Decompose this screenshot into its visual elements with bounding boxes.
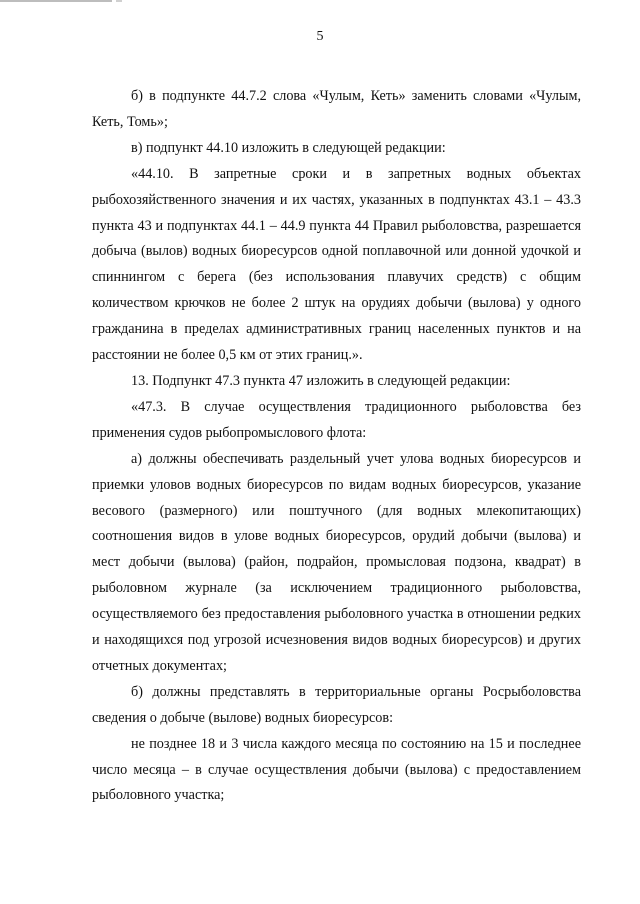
page-number: 5 <box>316 29 324 44</box>
paragraph: а) должны обеспечивать раздельный учет улова водных биоресурсов и приемки уловов водных биоресурсов по видам водных биоресурсов, указание весового (размерного) или поштучного (для водных млекопитающих) соотношения видов в улове водных биоресурсов, орудий добычи (вылова) и мест добычи (вылова) (район, подрайон, промысловая подзона, квадрат) в рыболовном журнале (за исключением традиционного рыболовства, осуществляемого без предоставления рыболовного участка в отношении редких и находящихся под угрозой исчезновения видов водных биоресурсов) и других отчетных документах; <box>92 450 581 674</box>
paragraph: 13. Подпункт 47.3 пункта 47 изложить в следующей редакции: <box>131 372 511 389</box>
paragraph: «47.3. В случае осуществления традиционного рыболовства без применения судов рыбопромыслового флота: <box>92 398 581 441</box>
paragraph: в) подпункт 44.10 изложить в следующей редакции: <box>131 139 446 156</box>
paragraph: не позднее 18 и 3 числа каждого месяца по состоянию на 15 и последнее число месяца – в случае осуществления добычи (вылова) с предоставлением рыболовного участка; <box>92 735 581 804</box>
paragraph: «44.10. В запретные сроки и в запретных водных объектах рыбохозяйственного значения и их частях, указанных в подпунктах 43.1 – 43.3 пункта 43 и подпунктах 44.1 – 44.9 пункта 44 Правил рыболовства, разрешается добыча (вылов) водных биоресурсов одной поплавочной или донной удочкой и спиннингом с берега (без использования плавучих средств) с общим количеством крючков не более 2 штук на орудиях добычи (вылова) у одного гражданина в пределах административных границ населенных пунктов и на расстоянии не более 0,5 км от этих границ.». <box>92 165 581 364</box>
paragraph: б) в подпункте 44.7.2 слова «Чулым, Кеть» заменить словами «Чулым, Кеть, Томь»; <box>92 88 581 130</box>
scan-edge-mark <box>116 0 122 2</box>
document-body <box>92 84 581 809</box>
paragraph: б) должны представлять в территориальные органы Росрыболовства сведения о добыче (вылове) водных биоресурсов: <box>92 683 581 726</box>
scan-edge-mark <box>0 0 112 2</box>
